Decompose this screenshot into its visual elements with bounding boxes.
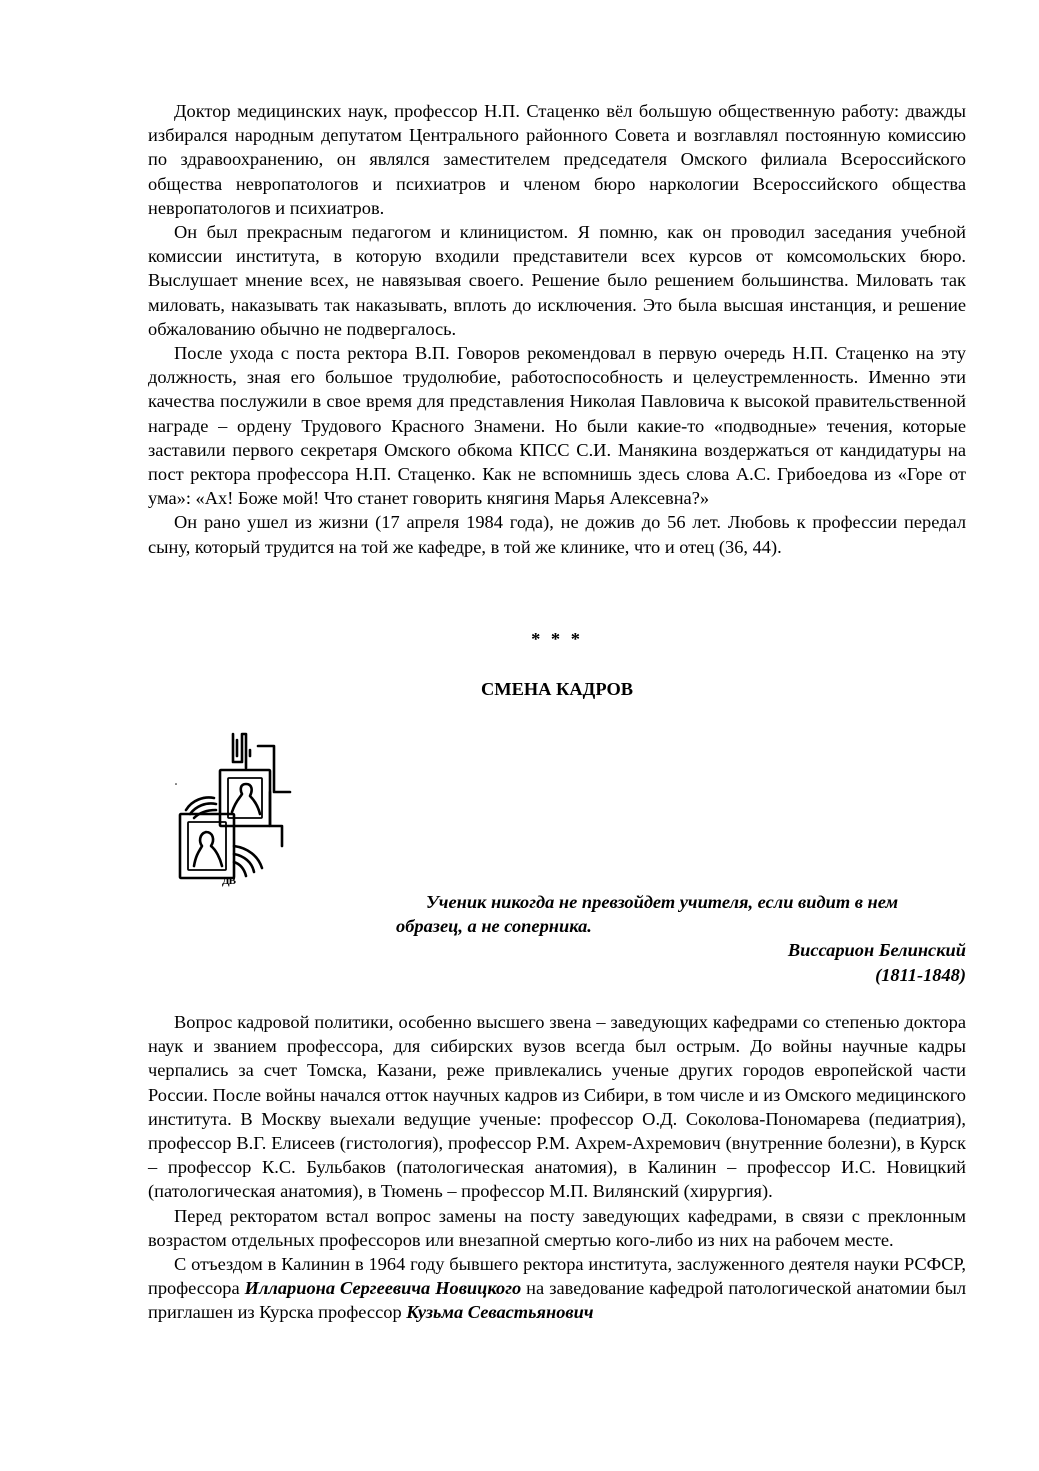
paragraph: Он рано ушел из жизни (17 апреля 1984 года), не дожив до 56 лет. Любовь к профессии передал сыну, который трудится на той же кафедре, в той же клинике, что и отец (36, 44). <box>148 512 966 557</box>
article-body-top <box>148 99 966 559</box>
epigraph-years: (1811-1848) <box>875 964 966 985</box>
section-separator: * * * <box>531 629 583 649</box>
portrait-frames-illustration <box>170 726 298 892</box>
paragraph-text: С отъездом в Калинин в 1964 году бывшего ректора института, заслуженного деятеля науки РСФСР, профессора <box>148 1254 966 1299</box>
paragraph: Он был прекрасным педагогом и клиницистом. Я помню, как он проводил заседания учебной комиссии института, в которую входили представители всех курсов от комсомольских бюро. Выслушает мнение всех, не навязывая своего. Решение было решением большинства. Миловать так миловать, наказывать так наказывать, вплоть до исключения. Это была высшая инстанция, и решение обжалованию обычно не подвергалось. <box>148 222 966 339</box>
paragraph-text: на заведование кафедрой патологической анатомии был приглашен из Курска профессор <box>148 1278 966 1323</box>
artist-signature: ДВ <box>222 875 235 887</box>
epigraph-author: Виссарион Белинский <box>787 940 966 961</box>
portrait-frames-drawing-icon <box>170 726 298 892</box>
article-body-bottom <box>148 1010 966 1325</box>
paragraph <box>148 1252 966 1325</box>
paragraph: Доктор медицинских наук, профессор Н.П. Стаценко вёл большую общественную работу: дважды избирался народным депутатом Центрального районного Совета и возглавлял постоянную комиссию по здравоохранению, он являлся заместителем председателя Омского филиала Всероссийского общества невропатологов и психиатров и членом бюро наркологии Всероссийского общества невропатологов и психиатров. <box>148 101 966 218</box>
paragraph: Перед ректоратом встал вопрос замены на посту заведующих кафедрами, в связи с преклонным возрастом отдельных профессоров или внезапной смертью кого-либо из них на рабочем месте. <box>148 1205 966 1250</box>
epigraph-quote: Ученик никогда не превзойдет учителя, если видит в нем образец, а не соперника. <box>396 892 899 937</box>
paragraph: После ухода с поста ректора В.П. Говоров рекомендовал в первую очередь Н.П. Стаценко на эту должность, зная его большое трудолюбие, работоспособность и целеустремленность. Именно эти качества послужили в свое время для представления Николая Павловича к высокой правительственной награде – ордену Трудового Красного Знамени. Но были какие-то «подводные» течения, которые заставили первого секретаря Омского обкома КПСС С.И. Манякина воздержаться от кандидатуры на пост ректора профессора Н.П. Стаценко. Как не вспомнишь здесь слова А.С. Грибоедова из «Горе от ума»: «Ах! Боже мой! Что станет говорить княгиня Марья Алексевна?» <box>148 343 966 509</box>
person-name: Кузьма Севастьянович <box>406 1302 594 1323</box>
epigraph <box>396 890 966 987</box>
section-title: СМЕНА КАДРОВ <box>480 679 634 699</box>
paragraph: Вопрос кадровой политики, особенно высшего звена – заведующих кафедрами со степенью доктора наук и званием профессора, для сибирских вузов всегда был острым. До войны научные кадры черпались за счет Томска, Казани, реже привлекались ученые других городов европейской части России. После войны начался отток научных кадров из Сибири, в том числе и из Омского медицинского института. В Москву выехали ведущие ученые: профессор О.Д. Соколова-Пономарева (педиатрия), профессор В.Г. Елисеев (гистология), профессор Р.М. Ахрем-Ахремович (внутренние болезни), в Курск – профессор К.С. Бульбаков (патологическая анатомия), в Калинин – профессор И.С. Новицкий (патологическая анатомия), в Тюмень – профессор М.П. Вилянский (хирургия). <box>148 1012 966 1202</box>
person-name: Иллариона Сергеевича Новицкого <box>244 1278 522 1299</box>
